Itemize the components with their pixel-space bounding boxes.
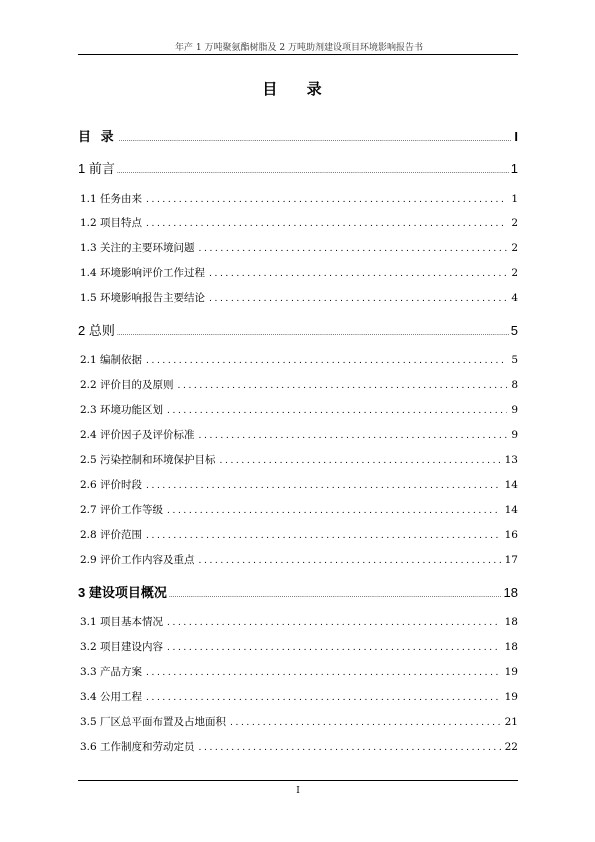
toc-leader [146, 219, 507, 229]
toc-entry[interactable] [80, 290, 518, 305]
toc-entry[interactable] [80, 191, 518, 206]
toc-entry-label: 3.3 产品方案 [80, 666, 143, 678]
toc-entry-page: 18 [504, 616, 518, 628]
toc-entry[interactable] [80, 377, 518, 392]
toc-entry[interactable] [80, 427, 518, 442]
toc-entry[interactable] [78, 582, 518, 601]
toc-entry-label: 3.1 项目基本情况 [80, 616, 164, 628]
toc-entry[interactable] [80, 689, 518, 704]
toc-leader [199, 556, 501, 566]
toc-entry-label: 3.4 公用工程 [80, 691, 143, 703]
toc-leader [209, 294, 507, 304]
toc-entry-label: 2.4 评价因子及评价标准 [80, 429, 195, 441]
toc-entry-page: 21 [504, 716, 518, 728]
toc-leader [117, 330, 509, 337]
toc-leader [169, 592, 502, 599]
toc-entry-label: 1.1 任务由来 [80, 193, 143, 205]
toc-entry-label: 2.2 评价目的及原则 [80, 379, 174, 391]
toc-leader [209, 269, 507, 279]
toc-entry-page: 8 [511, 379, 518, 391]
toc-entry-page: 16 [504, 529, 518, 541]
toc-entry[interactable] [80, 739, 518, 754]
toc-leader [167, 406, 507, 416]
toc-leader [199, 431, 508, 441]
toc-entry-label: 2.6 评价时段 [80, 479, 143, 491]
toc-entry-page: 9 [511, 404, 518, 416]
toc-leader [220, 456, 501, 466]
toc-entry-label: 3.5 厂区总平面布置及占地面积 [80, 716, 227, 728]
toc-entry[interactable] [80, 402, 518, 417]
toc-entry-label: 2.3 环境功能区划 [80, 404, 164, 416]
toc-entry[interactable] [80, 215, 518, 230]
toc-entry[interactable] [80, 527, 518, 542]
toc-entry-label: 3.6 工作制度和劳动定员 [80, 741, 195, 753]
toc-leader [167, 618, 501, 628]
toc-entry[interactable] [80, 452, 518, 467]
toc-entry-page: 14 [504, 479, 518, 491]
toc-entry[interactable] [80, 265, 518, 280]
toc-leader [167, 643, 501, 653]
toc-entry[interactable] [80, 352, 518, 367]
running-header: 年产 1 万吨聚氨酯树脂及 2 万吨助剂建设项目环境影响报告书 [175, 43, 423, 53]
toc-entry-label: 1.5 环境影响报告主要结论 [80, 292, 206, 304]
toc-entry-label: 2.9 评价工作内容及重点 [80, 554, 195, 566]
toc-entry-page: 18 [504, 641, 518, 653]
toc-entry[interactable] [78, 320, 518, 339]
toc-entry-page: 2 [511, 217, 518, 229]
toc-entry-page: 5 [510, 323, 518, 338]
toc-leader [146, 693, 501, 703]
toc-entry-page: 9 [511, 429, 518, 441]
toc-entry[interactable] [80, 502, 518, 517]
toc-leader [119, 136, 513, 143]
toc-entry-label: 2.1 编制依据 [80, 354, 143, 366]
toc-entry-page: 1 [511, 193, 518, 205]
footer-rule [78, 780, 518, 781]
toc-entry[interactable] [78, 158, 518, 177]
toc-entry-label: 2.8 评价范围 [80, 529, 143, 541]
toc-leader [178, 381, 508, 391]
toc-leader [167, 506, 501, 516]
toc-entry[interactable] [80, 552, 518, 567]
toc-entry-page: 19 [504, 691, 518, 703]
toc-entry-page: 17 [504, 554, 518, 566]
toc-leader [230, 718, 501, 728]
toc-entry-page: 22 [504, 741, 518, 753]
toc-entry[interactable] [78, 126, 518, 145]
toc-entry-label: 2.5 污染控制和环境保护目标 [80, 454, 216, 466]
toc-entry-page: 5 [511, 354, 518, 366]
toc-leader [146, 668, 501, 678]
toc-leader [199, 743, 501, 753]
toc-entry-label: 3 建设项目概况 [78, 585, 167, 600]
toc-entry-label: 3.2 项目建设内容 [80, 641, 164, 653]
toc-entry-page: 2 [511, 267, 518, 279]
toc-entry-label: 2.7 评价工作等级 [80, 504, 164, 516]
toc-leader [117, 168, 509, 175]
toc-entry-label: 2 总则 [78, 323, 115, 338]
toc-entry-label: 1.4 环境影响评价工作过程 [80, 267, 206, 279]
toc-entry[interactable] [80, 639, 518, 654]
toc-entry[interactable] [80, 240, 518, 255]
toc-entry-label: 1.2 项目特点 [80, 217, 143, 229]
page-number: I [296, 786, 300, 796]
toc-leader [146, 481, 501, 491]
toc-entry[interactable] [80, 614, 518, 629]
toc-leader [146, 531, 501, 541]
toc-entry-page: 1 [510, 161, 518, 176]
header-rule [78, 54, 518, 55]
toc-entry[interactable] [80, 714, 518, 729]
toc-leader [146, 356, 507, 366]
toc-entry[interactable] [80, 477, 518, 492]
toc-entry-page: 13 [504, 454, 518, 466]
toc-leader [199, 244, 508, 254]
toc-leader [146, 195, 507, 205]
toc-entry-label: 目 录 [78, 129, 117, 144]
toc-entry-page: I [514, 129, 518, 144]
toc-entry-page: 19 [504, 666, 518, 678]
toc-entry-page: 4 [511, 292, 518, 304]
toc-entry-page: 14 [504, 504, 518, 516]
toc-entry-label: 1.3 关注的主要环境问题 [80, 242, 195, 254]
toc-entry-page: 2 [511, 242, 518, 254]
toc-title: 目 录 [262, 80, 334, 98]
toc-entry-label: 1 前言 [78, 161, 115, 176]
toc-entry[interactable] [80, 664, 518, 679]
toc-entry-page: 18 [503, 585, 518, 600]
